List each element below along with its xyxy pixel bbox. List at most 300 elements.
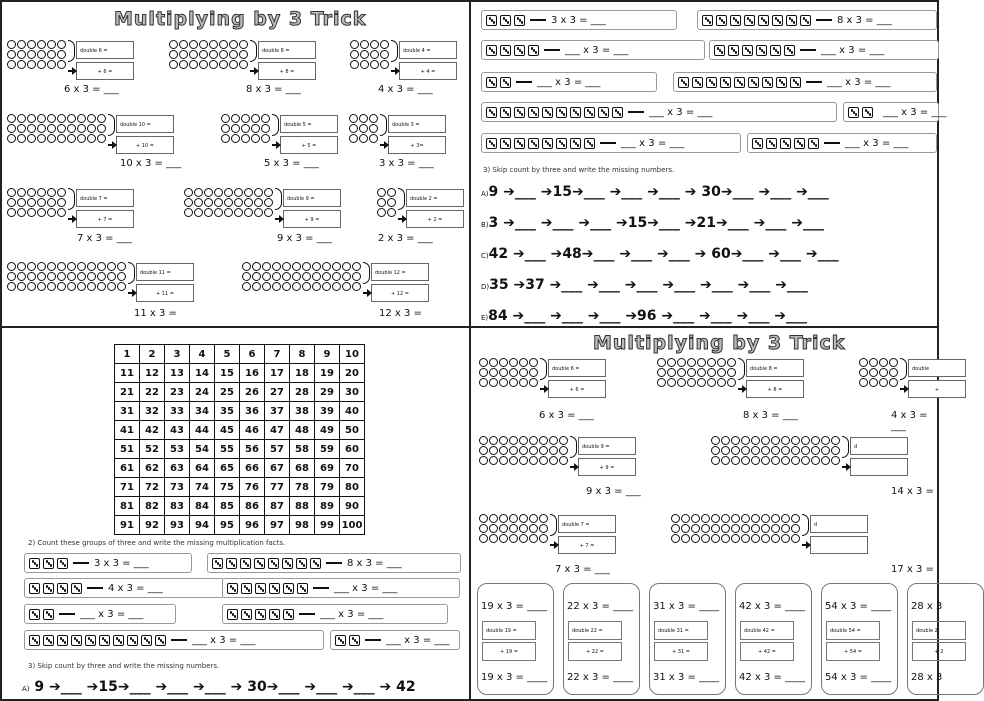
grid-cell: 59 [315, 440, 340, 459]
circle [57, 134, 66, 143]
equation: 12 x 3 = [379, 308, 422, 319]
grid-cell: 49 [315, 421, 340, 440]
pip [563, 144, 566, 147]
circle [539, 446, 548, 455]
plus-box: + 7 = [76, 210, 134, 228]
circle [751, 514, 760, 523]
arrow [326, 562, 342, 564]
pip [50, 589, 53, 592]
circle [751, 534, 760, 543]
circle-array [350, 40, 389, 69]
circle [224, 188, 233, 197]
circle [239, 50, 248, 59]
die [748, 77, 759, 88]
grid-cell: 22 [140, 383, 165, 402]
die [71, 635, 82, 646]
pip [493, 21, 496, 24]
die [241, 583, 252, 594]
circle [377, 198, 386, 207]
dice-group [24, 604, 176, 624]
circle [359, 124, 368, 133]
skip-sequence: 9 ➔___ ➔15➔___ ➔___ ➔___ ➔ 30➔___ ➔___ ➔___ ➔ 42 [34, 679, 416, 695]
circle [47, 124, 56, 133]
circle [194, 198, 203, 207]
circle [387, 208, 396, 217]
double-box: double 42 = [740, 621, 794, 640]
die [784, 45, 795, 56]
circle [27, 134, 36, 143]
circle-row [169, 60, 248, 69]
double-box: double 12 = [371, 263, 429, 281]
pip [290, 615, 293, 618]
circle [859, 358, 868, 367]
die [528, 107, 539, 118]
circle [242, 272, 251, 281]
pip [50, 641, 53, 644]
circle [711, 524, 720, 533]
circle [519, 514, 528, 523]
circle [707, 378, 716, 387]
circle-array [7, 262, 126, 291]
grid-cell: 85 [215, 497, 240, 516]
round-box [907, 583, 984, 695]
die [776, 77, 787, 88]
die [702, 15, 713, 26]
circle [219, 50, 228, 59]
circle [57, 40, 66, 49]
circle-row [657, 368, 736, 377]
circle-array [7, 188, 66, 217]
worksheet-panel-top-right [469, 0, 947, 328]
circle [751, 436, 760, 445]
circle [117, 262, 126, 271]
circle [771, 436, 780, 445]
circle [707, 358, 716, 367]
double-box: double 2 = [406, 189, 464, 207]
die [786, 15, 797, 26]
circle [242, 262, 251, 271]
grid-cell: 77 [265, 478, 290, 497]
pip [276, 589, 279, 592]
circle [499, 436, 508, 445]
circle [697, 358, 706, 367]
grid-cell: 81 [115, 497, 140, 516]
circle [37, 282, 46, 291]
circle [264, 188, 273, 197]
die [752, 138, 763, 149]
die [542, 138, 553, 149]
circle [322, 262, 331, 271]
plus-box: + 6 = [76, 62, 134, 80]
double-box: double 5 = [280, 115, 338, 133]
circle [831, 436, 840, 445]
grid-cell: 64 [190, 459, 215, 478]
circle [17, 272, 26, 281]
die [756, 45, 767, 56]
arrow [73, 562, 89, 564]
circle [194, 208, 203, 217]
plus-box: + 9 = [283, 210, 341, 228]
pip [791, 51, 794, 54]
circle [711, 456, 720, 465]
circle [360, 60, 369, 69]
circle [67, 114, 76, 123]
die [556, 138, 567, 149]
circle [254, 198, 263, 207]
die [349, 635, 360, 646]
plus-box: + 31 = [654, 642, 708, 661]
grid-cell: 17 [265, 364, 290, 383]
skip-label: A) [481, 190, 489, 198]
grid-row [115, 364, 365, 383]
pip [777, 51, 780, 54]
circle [751, 446, 760, 455]
circle [47, 208, 56, 217]
double-box: double 4 = [399, 41, 457, 59]
circle-row [221, 124, 270, 133]
die [570, 138, 581, 149]
circle-row [7, 198, 66, 207]
circle [27, 114, 36, 123]
circle [717, 368, 726, 377]
circle [781, 446, 790, 455]
skip-row [481, 308, 807, 324]
circle [322, 272, 331, 281]
arrow [540, 388, 546, 390]
grid-cell: 97 [265, 516, 290, 535]
circle [189, 50, 198, 59]
grid-row [115, 440, 365, 459]
circle-array [242, 262, 361, 291]
circle [27, 50, 36, 59]
equation: 7 x 3 = ___ [77, 233, 132, 244]
grid-cell: 39 [315, 402, 340, 421]
die [43, 635, 54, 646]
pip [120, 641, 123, 644]
grid-cell: 34 [190, 402, 215, 421]
grid-cell: 70 [340, 459, 365, 478]
brace [128, 262, 135, 284]
grid-cell: 65 [215, 459, 240, 478]
top-equation: 31 x 3 = ____ [653, 601, 720, 612]
circle [87, 262, 96, 271]
circle [831, 456, 840, 465]
circle [509, 378, 518, 387]
circle [821, 446, 830, 455]
circle [261, 124, 270, 133]
pip [507, 51, 510, 54]
circle [17, 134, 26, 143]
circle [359, 114, 368, 123]
grid-cell: 2 [140, 345, 165, 364]
die [57, 558, 68, 569]
pip [162, 641, 165, 644]
circle [879, 358, 888, 367]
circle-array [479, 436, 568, 465]
arrow [900, 388, 906, 390]
circle-row [671, 524, 800, 533]
pip [723, 21, 726, 24]
circle-array [169, 40, 248, 69]
dice-group [481, 102, 837, 122]
circle [57, 50, 66, 59]
dice-group [843, 102, 947, 122]
group-equation: ___ x 3 = ___ [821, 44, 885, 56]
worksheet-title: Multiplying by 3 Trick [593, 332, 846, 354]
circle [97, 124, 106, 133]
circle-row [479, 534, 548, 543]
dice-group [481, 10, 677, 30]
circle [691, 534, 700, 543]
grid-cell: 40 [340, 402, 365, 421]
circle [727, 378, 736, 387]
skip-label: E) [481, 314, 489, 322]
die [241, 609, 252, 620]
circle [17, 114, 26, 123]
circle-row [377, 208, 396, 217]
equation: 11 x 3 = [134, 308, 177, 319]
dice-group [222, 604, 448, 624]
circle [539, 514, 548, 523]
grid-cell: 23 [165, 383, 190, 402]
circle [252, 282, 261, 291]
circle [219, 40, 228, 49]
group-equation: ___ x 3 = ___ [565, 44, 629, 56]
pip [290, 589, 293, 592]
pip [577, 113, 580, 116]
arrow [313, 587, 329, 589]
equation: 4 x 3 = ___ [378, 84, 433, 95]
circle [479, 378, 488, 387]
top-equation: 22 x 3 = ____ [567, 601, 634, 612]
die [486, 45, 497, 56]
circle [889, 368, 898, 377]
die [255, 609, 266, 620]
circle [261, 134, 270, 143]
skip-sequence: 35 ➔37 ➔___ ➔___ ➔___ ➔___ ➔___ ➔___ ➔___ [489, 277, 808, 293]
circle-row [169, 40, 248, 49]
circle [509, 534, 518, 543]
pip [303, 564, 306, 567]
equation: 14 x 3 = [891, 486, 934, 497]
pip [50, 615, 53, 618]
circle [17, 124, 26, 133]
circle-row [7, 208, 66, 217]
circle [312, 262, 321, 271]
pip [507, 83, 510, 86]
dice-group [24, 630, 324, 650]
circle-array [184, 188, 273, 217]
skip-label: D) [481, 283, 490, 291]
circle [731, 446, 740, 455]
brace [363, 262, 370, 284]
arrow [87, 587, 103, 589]
circle [529, 436, 538, 445]
pip [727, 83, 730, 86]
circle [519, 378, 528, 387]
circle-row [7, 124, 106, 133]
double-box: double 3 = [388, 115, 446, 133]
worksheet-title: Multiplying by 3 Trick [114, 8, 367, 30]
pip [78, 641, 81, 644]
circle [77, 262, 86, 271]
circle [17, 282, 26, 291]
circle [229, 50, 238, 59]
double-box: double 2 [912, 621, 966, 640]
skip-row [481, 246, 839, 262]
grid-cell: 1 [115, 345, 140, 364]
circle [781, 436, 790, 445]
plus-box: + 54 = [826, 642, 880, 661]
circle [251, 114, 260, 123]
pip [317, 564, 320, 567]
circle-row [349, 114, 378, 123]
pip [507, 113, 510, 116]
circle [292, 272, 301, 281]
dice-group [747, 133, 937, 153]
circle-row [859, 378, 898, 387]
circle [369, 114, 378, 123]
die [268, 558, 279, 569]
brace [842, 436, 849, 458]
die [29, 583, 40, 594]
circle [47, 272, 56, 281]
die [612, 107, 623, 118]
circle [711, 534, 720, 543]
circle [342, 272, 351, 281]
group-equation: ___ x 3 = ___ [80, 608, 144, 620]
circle [667, 368, 676, 377]
bottom-equation: 19 x 3 = ____ [481, 672, 548, 683]
circle [771, 446, 780, 455]
circle [499, 368, 508, 377]
circle [47, 198, 56, 207]
circle [489, 446, 498, 455]
circle [17, 40, 26, 49]
circle-row [479, 456, 568, 465]
die [500, 45, 511, 56]
circle [681, 534, 690, 543]
circle [657, 378, 666, 387]
equation: 7 x 3 = ___ [555, 564, 610, 575]
circle [539, 524, 548, 533]
circle [292, 262, 301, 271]
circle [27, 208, 36, 217]
die [212, 558, 223, 569]
circle-row [7, 272, 126, 281]
die [766, 138, 777, 149]
grid-cell: 63 [165, 459, 190, 478]
circle [251, 134, 260, 143]
circle [889, 378, 898, 387]
circle [214, 208, 223, 217]
circle [37, 124, 46, 133]
circle [360, 50, 369, 59]
circle [697, 378, 706, 387]
circle [791, 446, 800, 455]
pip [78, 589, 81, 592]
circle [370, 40, 379, 49]
circle [529, 456, 538, 465]
circle [519, 524, 528, 533]
equation: 9 x 3 = ___ [586, 486, 641, 497]
die [584, 107, 595, 118]
die [486, 15, 497, 26]
plus-box: + 12 = [371, 284, 429, 302]
brace [272, 114, 279, 136]
circle-array [657, 358, 736, 387]
arrow [68, 70, 74, 72]
circle [721, 514, 730, 523]
equation: 6 x 3 = ___ [539, 410, 594, 421]
pip [815, 144, 818, 147]
pip [275, 564, 278, 567]
circle [332, 282, 341, 291]
group-equation: ___ x 3 = ___ [192, 634, 256, 646]
circle [107, 272, 116, 281]
circle [751, 524, 760, 533]
circle [189, 60, 198, 69]
circle [262, 262, 271, 271]
die [486, 77, 497, 88]
skip-row [481, 184, 829, 200]
pip [148, 641, 151, 644]
grid-cell: 7 [265, 345, 290, 364]
circle [529, 368, 538, 377]
grid-cell: 47 [265, 421, 290, 440]
die [772, 15, 783, 26]
die [254, 558, 265, 569]
circle [697, 368, 706, 377]
double-box: double 54 = [826, 621, 880, 640]
circle [691, 514, 700, 523]
circle [377, 188, 386, 197]
die [678, 77, 689, 88]
circle-array [859, 358, 898, 387]
double-box: double 7 = [76, 189, 134, 207]
die [269, 609, 280, 620]
dice-group [481, 72, 657, 92]
circle [479, 446, 488, 455]
die [790, 77, 801, 88]
circle [387, 198, 396, 207]
circle [731, 436, 740, 445]
circle-row [7, 114, 106, 123]
pip [759, 144, 762, 147]
circle [721, 524, 730, 533]
circle [781, 456, 790, 465]
die [514, 138, 525, 149]
skip-sequence: 3 ➔___ ➔___ ➔___ ➔15➔___ ➔21➔___ ➔___ ➔___ [488, 215, 824, 231]
circle-row [479, 368, 538, 377]
circle [332, 262, 341, 271]
circle [37, 272, 46, 281]
grid-cell: 30 [340, 383, 365, 402]
grid-cell: 84 [190, 497, 215, 516]
pip [262, 615, 265, 618]
circle [529, 534, 538, 543]
circle [87, 282, 96, 291]
grid-cell: 6 [240, 345, 265, 364]
grid-cell: 43 [165, 421, 190, 440]
circle [234, 188, 243, 197]
circle [7, 50, 16, 59]
circle [781, 534, 790, 543]
circle [727, 358, 736, 367]
dice-group [673, 72, 937, 92]
grid-cell: 53 [165, 440, 190, 459]
circle [539, 534, 548, 543]
